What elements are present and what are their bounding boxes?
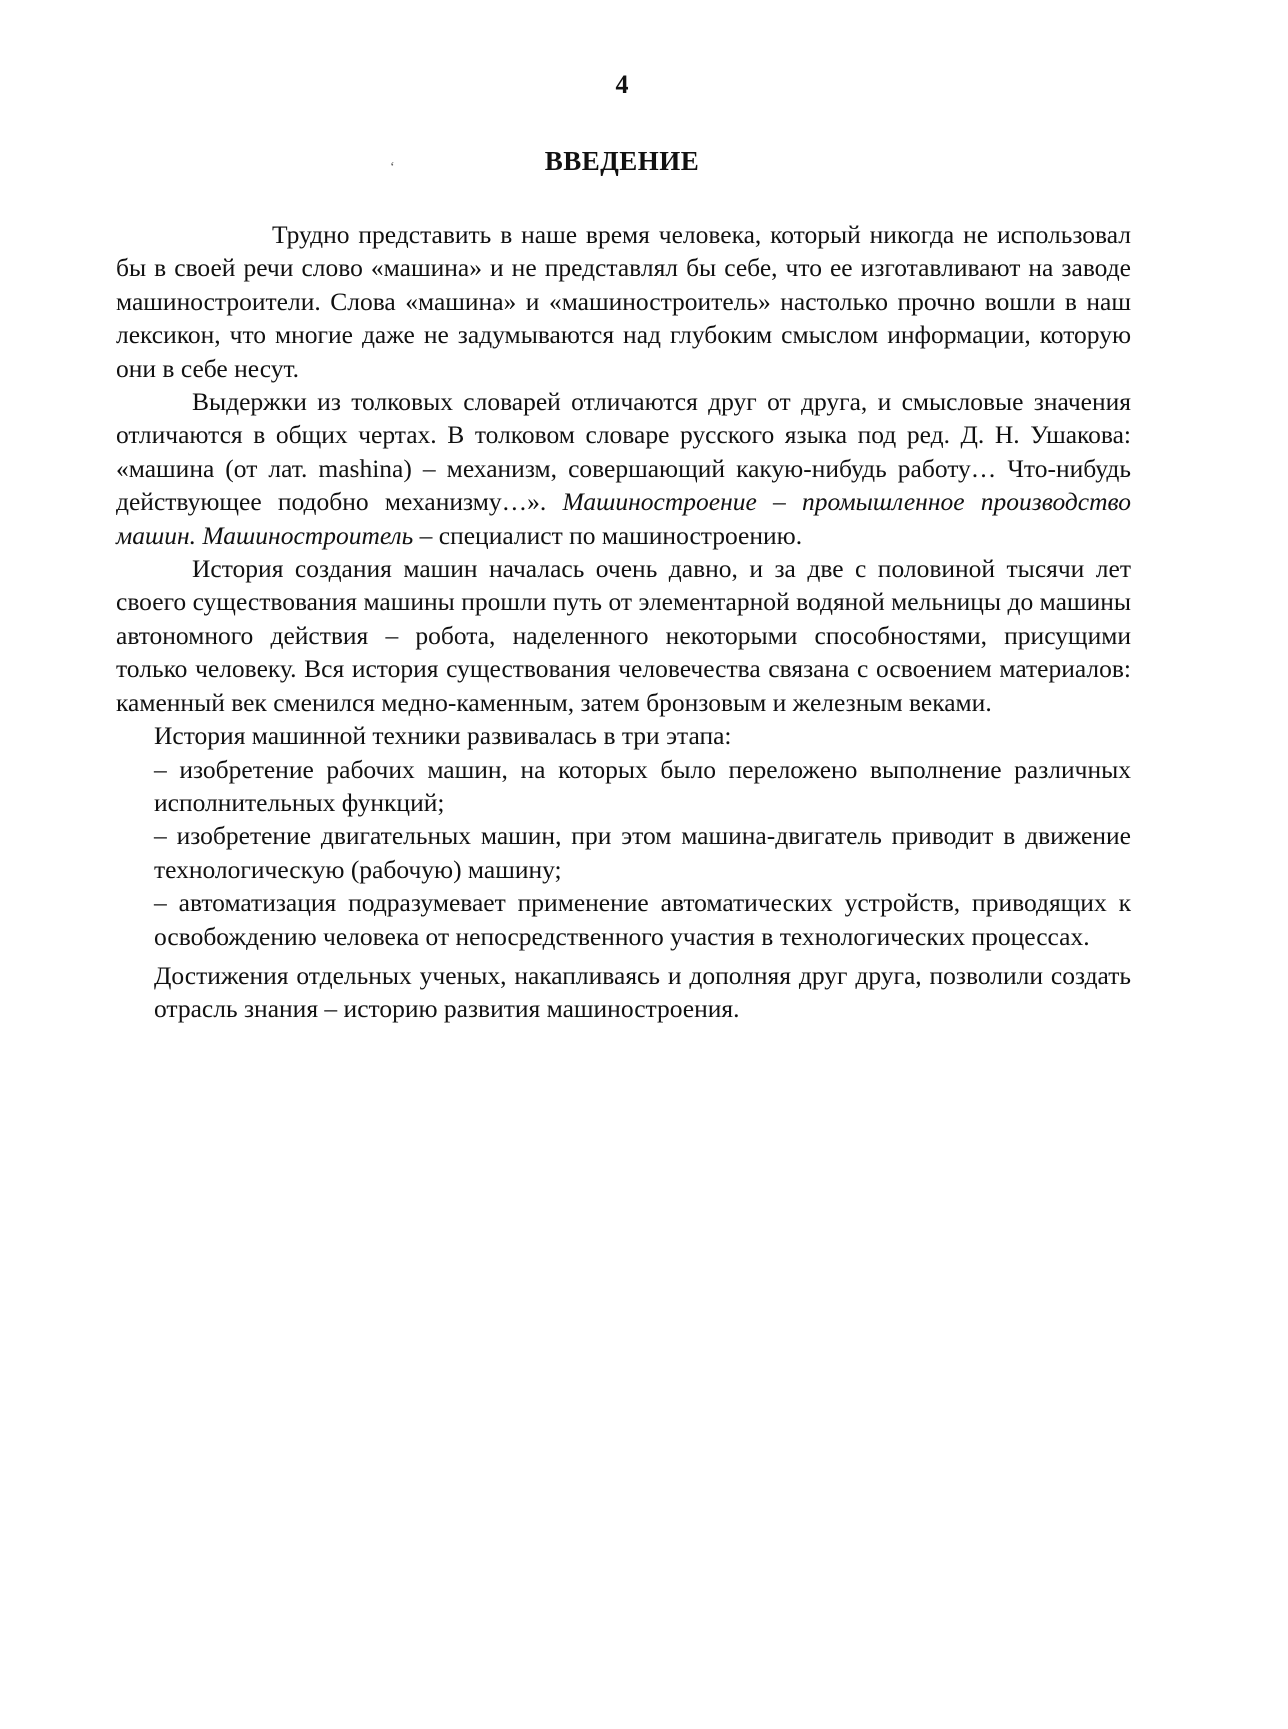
paragraph-definitions bbox=[116, 385, 1131, 552]
definitions-text: Выдержки из толковых словарей отличаются друг от друга, и смысловые значения отличаются в общих чертах. В толковом словаре русского языка под ред. Д. Н. Ушакова: «машина (от лат. mashina) – механизм, совершающий какую-нибудь работу… Что-нибудь действующее подобно механизму…». bbox=[116, 387, 1131, 517]
list-item: – изобретение двигательных машин, при этом машина-двигатель приводит в движение технологическую (рабочую) машину; bbox=[154, 821, 1131, 884]
section-title: ВВЕДЕНИЕ bbox=[544, 146, 700, 176]
body-text bbox=[116, 218, 1131, 1026]
paragraph-conclusion: Достижения отдельных ученых, накапливаясь и дополняя друг друга, позволили создать отрасль знания – историю развития машиностроения. bbox=[154, 960, 1131, 1024]
page-number: 4 bbox=[615, 70, 629, 99]
paragraph-stages: История машинной техники развивалась в три этапа: bbox=[154, 721, 732, 751]
list-item: – изобретение рабочих машин, на которых было переложено выполнение различных исполнительных функций; bbox=[154, 754, 1131, 817]
scan-speck: ‘ bbox=[390, 160, 395, 175]
paragraph-history: История создания машин началась очень давно, и за две с половиной тысячи лет своего существования машины прошли путь от элементарной водяной мельницы до машины автономного действия – робота, наделенного некоторыми способностями, присущими только человеку. Вся история существования человечества связана с освоением материалов: каменный век сменился медно-каменным, затем бронзовым и железным веками. bbox=[116, 554, 1131, 717]
definitions-italic: Машиностроение – промышленное производство машин. Машиностроитель bbox=[116, 487, 1132, 550]
definitions-end: – специалист по машиностроению. bbox=[413, 520, 803, 550]
list-item: – автоматизация подразумевает применение автоматических устройств, приводящих к освобождению человека от непосредственного участия в технологических процессах. bbox=[154, 888, 1131, 951]
paragraph-intro: Трудно представить в наше время человека, который никогда не использовал бы в своей речи слово «машина» и не представлял бы себе, что ее изготавливают на заводе машиностроители. Слова «машина» и «машиностроитель» настолько прочно вошли в наш лексикон, что многие даже не задумываются над глубоким смыслом информации, которую они в себе несут. bbox=[116, 220, 1131, 383]
